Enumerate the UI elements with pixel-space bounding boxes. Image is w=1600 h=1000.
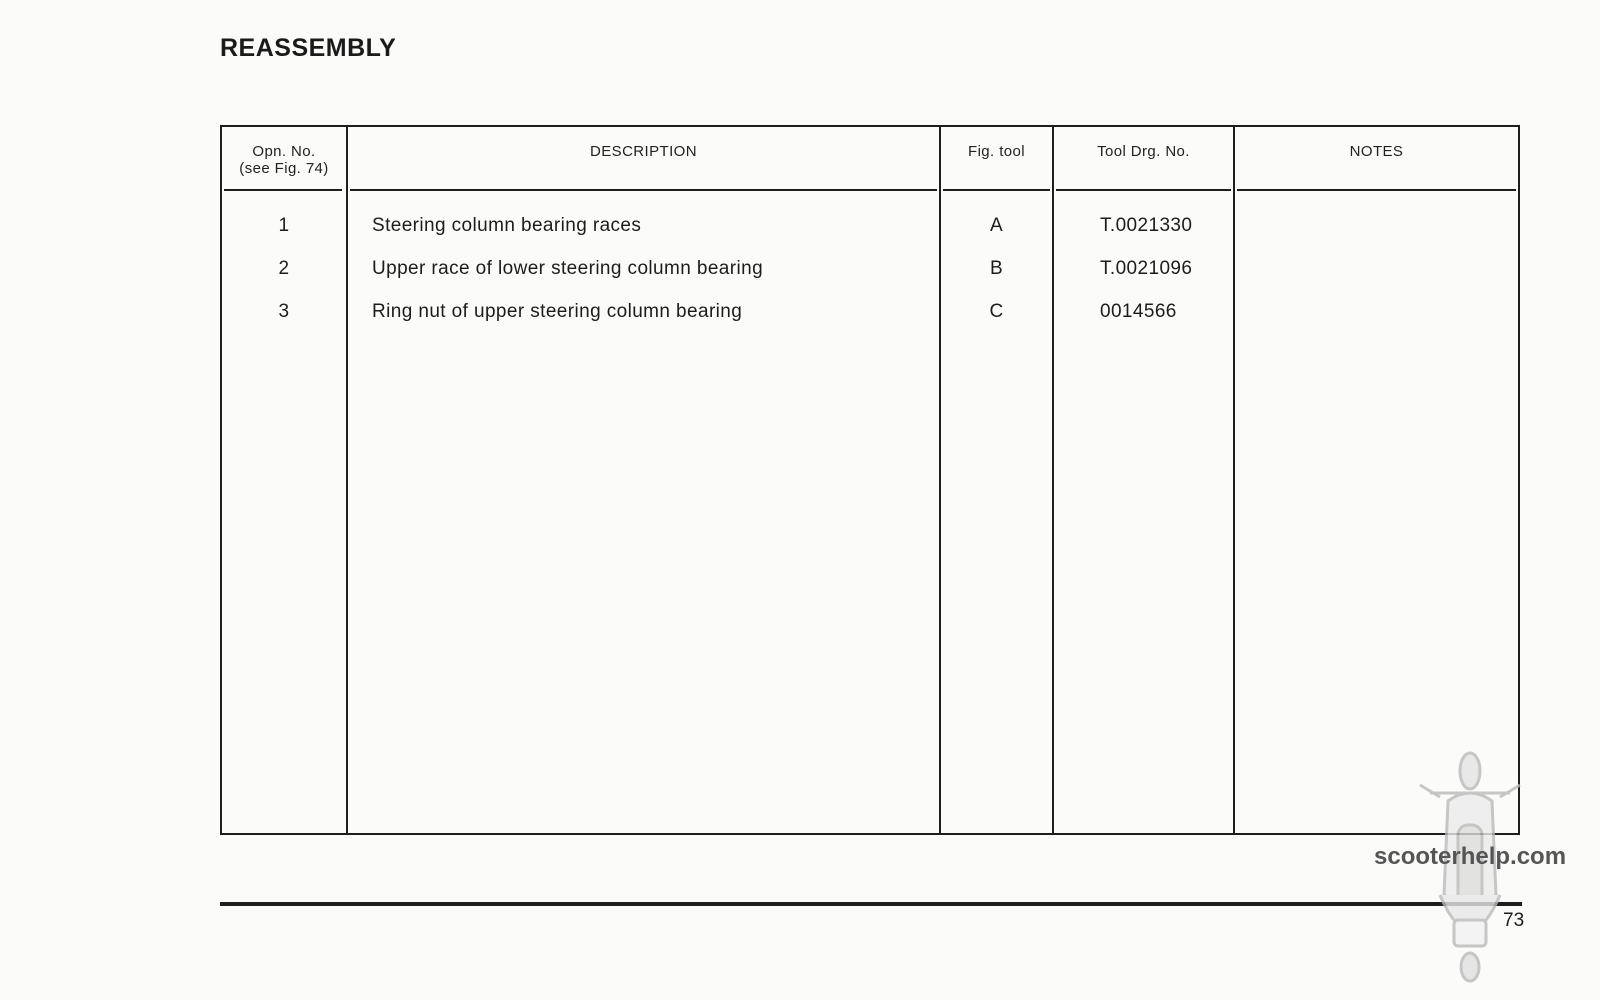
column-divider [1233,127,1235,833]
row-description: Ring nut of upper steering column bearing [372,301,743,322]
page-number: 73 [1503,910,1525,931]
row-opn: 2 [278,258,290,279]
header-underline [1056,189,1231,191]
header-underline [350,189,937,191]
watermark: scooterhelp.com [1374,843,1567,870]
header-opn-no-label: Opn. No. [252,143,316,160]
row-drg: 0014566 [1100,301,1177,322]
row-opn: 3 [278,301,290,322]
header-underline [943,189,1050,191]
column-divider [346,127,348,833]
header-opn-no [222,143,346,177]
footer-rule [220,902,1522,906]
header-underline [224,189,342,191]
row-description: Upper race of lower steering column bearing [372,258,764,279]
header-notes: NOTES [1349,143,1404,160]
header-opn-no-sub: (see Fig. 74) [239,160,329,177]
row-opn: 1 [278,215,290,236]
header-fig-tool: Fig. tool [968,143,1025,160]
header-underline [1237,189,1516,191]
page-title: REASSEMBLY [220,34,397,62]
row-description: Steering column bearing races [372,215,642,236]
operations-table [220,125,1520,835]
row-drg: T.0021330 [1100,215,1193,236]
header-tool-drg-no: Tool Drg. No. [1097,143,1190,160]
row-drg: T.0021096 [1100,258,1193,279]
row-fig: A [989,215,1004,236]
column-divider [1052,127,1054,833]
row-fig: C [989,301,1004,322]
row-fig: B [989,258,1004,279]
header-description: DESCRIPTION [590,143,697,160]
